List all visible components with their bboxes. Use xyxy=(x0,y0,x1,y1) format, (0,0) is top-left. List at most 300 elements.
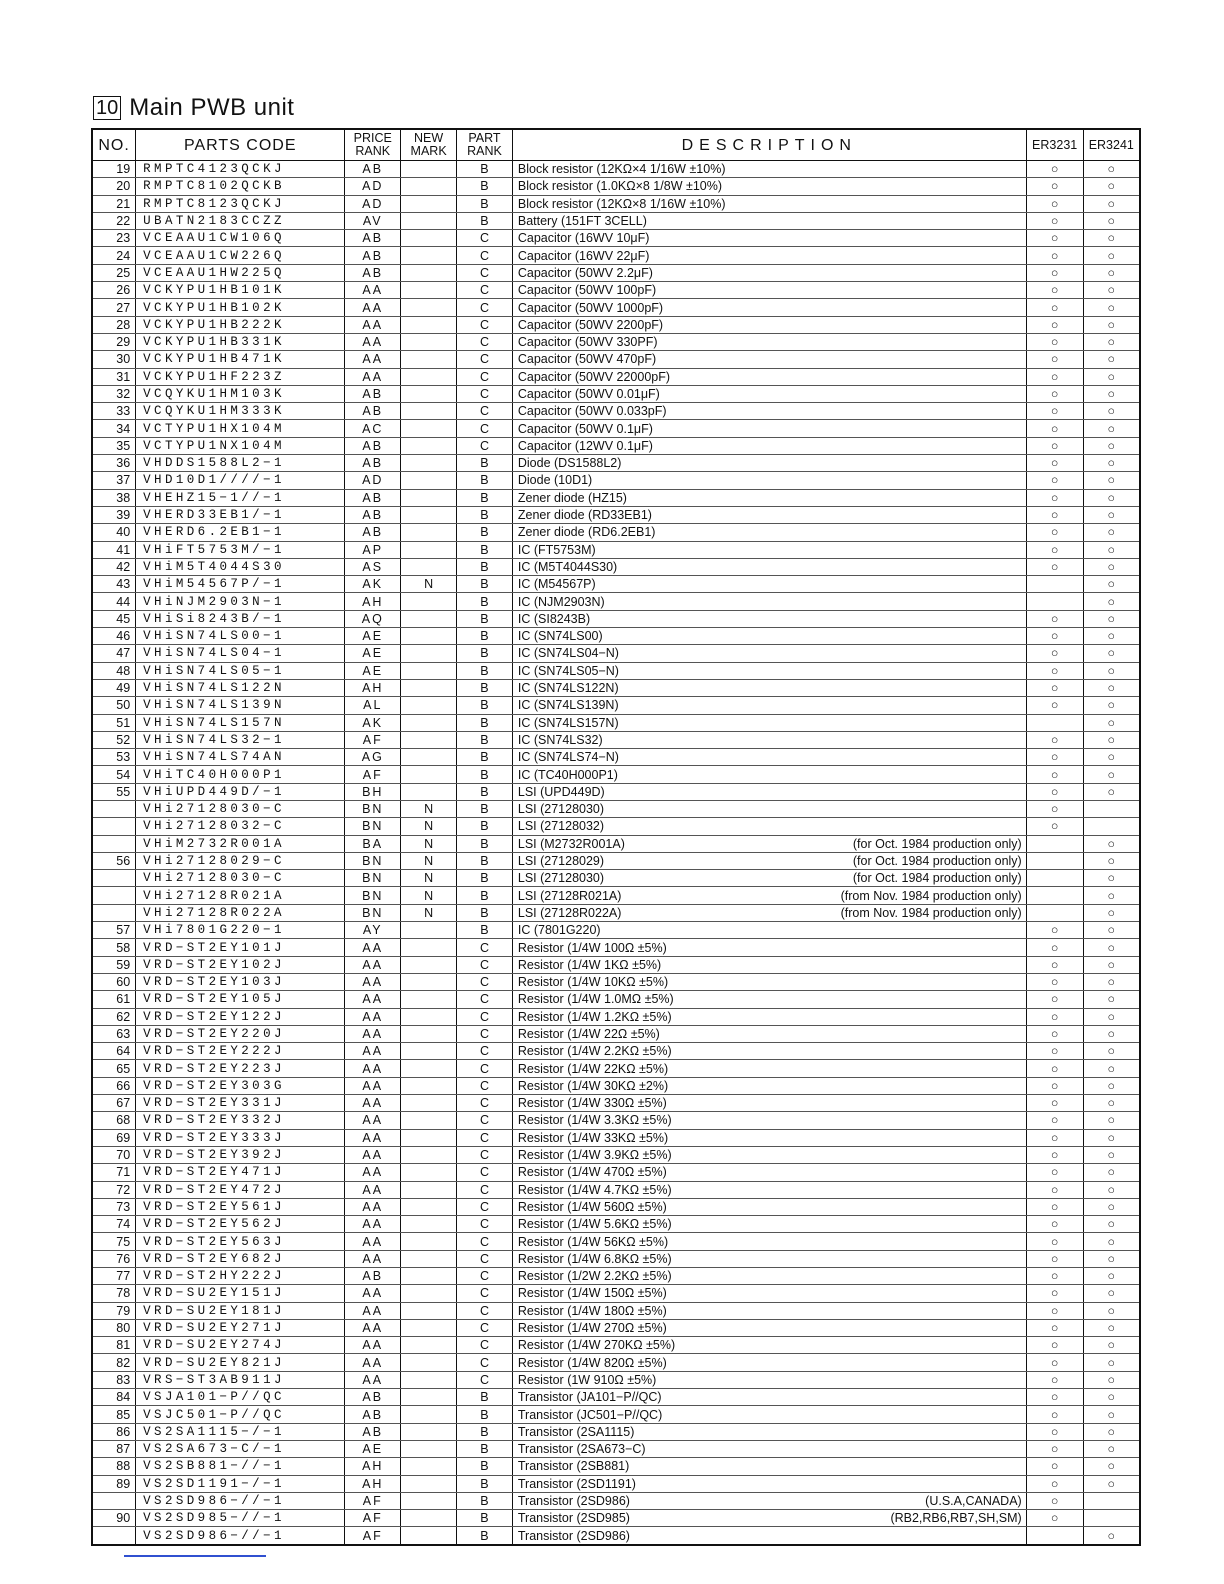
table-row xyxy=(92,610,1140,627)
header-parts-code: PARTS CODE xyxy=(136,129,345,161)
part-rank: C xyxy=(457,333,513,350)
model-er3231-mark: ○ xyxy=(1026,161,1083,178)
parts-code: VHiNJM2903N−1 xyxy=(136,593,345,610)
model-er3231-mark: ○ xyxy=(1026,472,1083,489)
description-text: Resistor (1/4W 270Ω ±5%) xyxy=(517,1321,667,1336)
parts-code: VHiSN74LS04−1 xyxy=(136,645,345,662)
description xyxy=(512,904,1026,921)
description-text: Transistor (2SD986) xyxy=(517,1494,630,1508)
table-row xyxy=(92,506,1140,523)
new-mark xyxy=(401,628,457,645)
table-row xyxy=(92,749,1140,766)
new-mark xyxy=(401,1250,457,1267)
description-text: IC (SN74LS00) xyxy=(517,629,603,644)
description-text: Resistor (1/4W 820Ω ±5%) xyxy=(517,1355,667,1370)
model-er3241-mark: ○ xyxy=(1083,1423,1140,1440)
description-text: Capacitor (50WV 470pF) xyxy=(517,352,657,367)
parts-code: VSJA101−P//QC xyxy=(136,1389,345,1406)
description-text: Capacitor (50WV 1000pF) xyxy=(517,300,664,315)
description-text: Resistor (1/2W 2.2KΩ ±5%) xyxy=(517,1269,672,1284)
description xyxy=(512,956,1026,973)
price-rank: AS xyxy=(345,558,401,575)
part-rank: C xyxy=(457,264,513,281)
table-row xyxy=(92,1285,1140,1302)
table-row xyxy=(92,1371,1140,1388)
model-er3231-mark: ○ xyxy=(1026,1060,1083,1077)
part-number: 87 xyxy=(92,1440,136,1457)
header-price-rank: PRICE RANK xyxy=(345,129,401,161)
description xyxy=(512,1319,1026,1336)
table-row xyxy=(92,247,1140,264)
new-mark xyxy=(401,1302,457,1319)
parts-code: VRD−ST2EY103J xyxy=(136,973,345,990)
price-rank: AA xyxy=(345,1112,401,1129)
price-rank: AB xyxy=(345,455,401,472)
part-rank: C xyxy=(457,939,513,956)
part-number: 55 xyxy=(92,783,136,800)
new-mark xyxy=(401,1077,457,1094)
part-rank: B xyxy=(457,1510,513,1527)
description-text: Diode (10D1) xyxy=(517,473,593,488)
description-text: LSI (27128R021A) xyxy=(517,888,622,903)
parts-code: VRD−ST2EY101J xyxy=(136,939,345,956)
price-rank: AB xyxy=(345,1389,401,1406)
table-row xyxy=(92,1475,1140,1492)
price-rank: BN xyxy=(345,852,401,869)
model-er3231-mark: ○ xyxy=(1026,195,1083,212)
part-rank: B xyxy=(457,749,513,766)
parts-code: VRD−SU2EY181J xyxy=(136,1302,345,1319)
new-mark: N xyxy=(401,887,457,904)
new-mark xyxy=(401,645,457,662)
part-rank: C xyxy=(457,1181,513,1198)
description-text: Transistor (2SA673−C) xyxy=(517,1442,646,1457)
part-rank: B xyxy=(457,1389,513,1406)
table-row xyxy=(92,437,1140,454)
price-rank: AD xyxy=(345,472,401,489)
description xyxy=(512,489,1026,506)
part-rank: B xyxy=(457,558,513,575)
description xyxy=(512,212,1026,229)
new-mark xyxy=(401,1337,457,1354)
description-text: IC (SN74LS74−N) xyxy=(517,750,619,765)
model-er3231-mark xyxy=(1026,576,1083,593)
model-er3231-mark: ○ xyxy=(1026,1025,1083,1042)
model-er3241-mark: ○ xyxy=(1083,282,1140,299)
description-text: Resistor (1/4W 560Ω ±5%) xyxy=(517,1199,667,1214)
part-rank: B xyxy=(457,610,513,627)
description xyxy=(512,870,1026,887)
description xyxy=(512,973,1026,990)
new-mark xyxy=(401,1233,457,1250)
parts-code: VHi27128029−C xyxy=(136,852,345,869)
model-er3241-mark: ○ xyxy=(1083,887,1140,904)
new-mark xyxy=(401,472,457,489)
part-number: 46 xyxy=(92,628,136,645)
model-er3231-mark: ○ xyxy=(1026,766,1083,783)
price-rank: AB xyxy=(345,1423,401,1440)
price-rank: AB xyxy=(345,230,401,247)
part-number: 64 xyxy=(92,1043,136,1060)
part-rank: B xyxy=(457,1527,513,1545)
price-rank: AF xyxy=(345,1527,401,1545)
table-row xyxy=(92,1250,1140,1267)
part-rank: B xyxy=(457,852,513,869)
new-mark xyxy=(401,956,457,973)
description xyxy=(512,1216,1026,1233)
part-rank: B xyxy=(457,628,513,645)
parts-code: VS2SD985−//−1 xyxy=(136,1510,345,1527)
part-rank: B xyxy=(457,697,513,714)
model-er3231-mark: ○ xyxy=(1026,1268,1083,1285)
model-er3241-mark: ○ xyxy=(1083,1458,1140,1475)
part-rank: B xyxy=(457,679,513,696)
table-row xyxy=(92,1129,1140,1146)
parts-code: VS2SD1191−/−1 xyxy=(136,1475,345,1492)
part-number: 63 xyxy=(92,1025,136,1042)
new-mark xyxy=(401,1025,457,1042)
description xyxy=(512,991,1026,1008)
table-row xyxy=(92,800,1140,817)
part-rank: B xyxy=(457,818,513,835)
description xyxy=(512,800,1026,817)
parts-code: VHERD33EB1/−1 xyxy=(136,506,345,523)
table-row xyxy=(92,576,1140,593)
new-mark xyxy=(401,541,457,558)
description-text: Battery (151FT 3CELL) xyxy=(517,214,647,229)
part-rank: C xyxy=(457,1077,513,1094)
new-mark xyxy=(401,1164,457,1181)
part-number xyxy=(92,870,136,887)
table-row xyxy=(92,1510,1140,1527)
description xyxy=(512,593,1026,610)
description xyxy=(512,766,1026,783)
model-er3241-mark: ○ xyxy=(1083,437,1140,454)
price-rank: AV xyxy=(345,212,401,229)
part-rank: C xyxy=(457,1129,513,1146)
description xyxy=(512,1302,1026,1319)
parts-code: VRD−ST2EY472J xyxy=(136,1181,345,1198)
table-row xyxy=(92,472,1140,489)
new-mark xyxy=(401,247,457,264)
part-rank: C xyxy=(457,368,513,385)
description xyxy=(512,852,1026,869)
parts-code: VCQYKU1HM333K xyxy=(136,403,345,420)
new-mark xyxy=(401,1112,457,1129)
new-mark xyxy=(401,939,457,956)
new-mark xyxy=(401,455,457,472)
parts-code: VRD−ST2EY331J xyxy=(136,1095,345,1112)
parts-code: VRD−ST2EY332J xyxy=(136,1112,345,1129)
price-rank: BN xyxy=(345,887,401,904)
price-rank: AY xyxy=(345,922,401,939)
model-er3231-mark: ○ xyxy=(1026,1285,1083,1302)
description xyxy=(512,1423,1026,1440)
description xyxy=(512,1146,1026,1163)
part-number xyxy=(92,887,136,904)
part-rank: B xyxy=(457,506,513,523)
header-description: DESCRIPTION xyxy=(512,129,1026,161)
price-rank: AB xyxy=(345,161,401,178)
part-number: 82 xyxy=(92,1354,136,1371)
model-er3231-mark: ○ xyxy=(1026,973,1083,990)
description xyxy=(512,1250,1026,1267)
part-number: 54 xyxy=(92,766,136,783)
model-er3231-mark xyxy=(1026,870,1083,887)
description-text: IC (FT5753M) xyxy=(517,542,596,557)
part-number: 72 xyxy=(92,1181,136,1198)
parts-code: VHD10D1////−1 xyxy=(136,472,345,489)
parts-code: VRD−ST2EY562J xyxy=(136,1216,345,1233)
part-number: 26 xyxy=(92,282,136,299)
parts-code: VCKYPU1HB222K xyxy=(136,316,345,333)
price-rank: AF xyxy=(345,766,401,783)
new-mark xyxy=(401,1008,457,1025)
part-rank: C xyxy=(457,973,513,990)
model-er3231-mark: ○ xyxy=(1026,610,1083,627)
part-number: 30 xyxy=(92,351,136,368)
price-rank: AK xyxy=(345,714,401,731)
model-er3241-mark: ○ xyxy=(1083,731,1140,748)
model-er3241-mark: ○ xyxy=(1083,1095,1140,1112)
description xyxy=(512,576,1026,593)
model-er3231-mark: ○ xyxy=(1026,1181,1083,1198)
part-rank: C xyxy=(457,1008,513,1025)
description-text: IC (SN74LS05−N) xyxy=(517,663,619,678)
parts-code: VHiFT5753M/−1 xyxy=(136,541,345,558)
part-number: 23 xyxy=(92,230,136,247)
model-er3241-mark: ○ xyxy=(1083,1406,1140,1423)
model-er3241-mark: ○ xyxy=(1083,714,1140,731)
new-mark xyxy=(401,437,457,454)
price-rank: AQ xyxy=(345,610,401,627)
new-mark xyxy=(401,489,457,506)
parts-code: RMPTC4123QCKJ xyxy=(136,161,345,178)
price-rank: AF xyxy=(345,731,401,748)
price-rank: AH xyxy=(345,1458,401,1475)
part-number xyxy=(92,835,136,852)
model-er3231-mark: ○ xyxy=(1026,333,1083,350)
description xyxy=(512,1095,1026,1112)
table-row xyxy=(92,368,1140,385)
part-number: 74 xyxy=(92,1216,136,1233)
part-number xyxy=(92,1527,136,1545)
part-number: 39 xyxy=(92,506,136,523)
parts-list-table xyxy=(91,128,1141,1546)
description-text: Resistor (1/4W 22Ω ±5%) xyxy=(517,1026,660,1041)
model-er3241-mark: ○ xyxy=(1083,1354,1140,1371)
price-rank: AA xyxy=(345,316,401,333)
table-row xyxy=(92,1319,1140,1336)
model-er3231-mark: ○ xyxy=(1026,437,1083,454)
description xyxy=(512,1025,1026,1042)
description-text: Resistor (1W 910Ω ±5%) xyxy=(517,1372,657,1387)
description xyxy=(512,403,1026,420)
table-row xyxy=(92,541,1140,558)
model-er3231-mark: ○ xyxy=(1026,662,1083,679)
description-text: Resistor (1/4W 22KΩ ±5%) xyxy=(517,1061,669,1076)
model-er3241-mark: ○ xyxy=(1083,178,1140,195)
new-mark xyxy=(401,230,457,247)
table-row xyxy=(92,385,1140,402)
description-text: Resistor (1/4W 330Ω ±5%) xyxy=(517,1096,667,1111)
parts-code: VHEHZ15−1//−1 xyxy=(136,489,345,506)
part-rank: C xyxy=(457,1146,513,1163)
description-text: Resistor (1/4W 100Ω ±5%) xyxy=(517,940,667,955)
parts-code: VRD−ST2EY303G xyxy=(136,1077,345,1094)
model-er3231-mark xyxy=(1026,887,1083,904)
description xyxy=(512,697,1026,714)
part-number: 86 xyxy=(92,1423,136,1440)
part-rank: C xyxy=(457,247,513,264)
price-rank: AA xyxy=(345,1198,401,1215)
part-number: 24 xyxy=(92,247,136,264)
model-er3231-mark: ○ xyxy=(1026,264,1083,281)
new-mark xyxy=(401,1406,457,1423)
new-mark xyxy=(401,783,457,800)
part-rank: B xyxy=(457,766,513,783)
table-row xyxy=(92,852,1140,869)
part-number: 66 xyxy=(92,1077,136,1094)
part-rank: C xyxy=(457,1371,513,1388)
description xyxy=(512,1198,1026,1215)
model-er3231-mark: ○ xyxy=(1026,385,1083,402)
table-row xyxy=(92,628,1140,645)
price-rank: AA xyxy=(345,1008,401,1025)
description xyxy=(512,1389,1026,1406)
description-text: Capacitor (12WV 0.1μF) xyxy=(517,438,653,453)
description xyxy=(512,368,1026,385)
parts-code: VHi7801G220−1 xyxy=(136,922,345,939)
table-row xyxy=(92,1216,1140,1233)
model-er3231-mark: ○ xyxy=(1026,783,1083,800)
description-text: Resistor (1/4W 33KΩ ±5%) xyxy=(517,1130,669,1145)
table-row xyxy=(92,818,1140,835)
part-rank: C xyxy=(457,1337,513,1354)
description xyxy=(512,1354,1026,1371)
price-rank: AA xyxy=(345,1354,401,1371)
model-er3231-mark: ○ xyxy=(1026,316,1083,333)
model-er3241-mark: ○ xyxy=(1083,1389,1140,1406)
part-number: 65 xyxy=(92,1060,136,1077)
description-text: Resistor (1/4W 10KΩ ±5%) xyxy=(517,975,669,990)
parts-code: VCKYPU1HB102K xyxy=(136,299,345,316)
model-er3241-mark: ○ xyxy=(1083,610,1140,627)
table-header-row xyxy=(92,129,1140,161)
model-er3231-mark: ○ xyxy=(1026,1129,1083,1146)
price-rank: BN xyxy=(345,800,401,817)
table-row xyxy=(92,161,1140,178)
model-er3231-mark: ○ xyxy=(1026,1008,1083,1025)
price-rank: AB xyxy=(345,489,401,506)
model-er3231-mark: ○ xyxy=(1026,697,1083,714)
description-note: (for Oct. 1984 production only) xyxy=(852,836,1022,851)
new-mark xyxy=(401,316,457,333)
parts-code: VCEAAU1CW226Q xyxy=(136,247,345,264)
section-number: 10 xyxy=(93,96,121,120)
description xyxy=(512,714,1026,731)
part-number: 37 xyxy=(92,472,136,489)
new-mark: N xyxy=(401,835,457,852)
part-rank: B xyxy=(457,887,513,904)
part-number: 85 xyxy=(92,1406,136,1423)
parts-code: VS2SB881−//−1 xyxy=(136,1458,345,1475)
description xyxy=(512,472,1026,489)
price-rank: AE xyxy=(345,645,401,662)
price-rank: AA xyxy=(345,991,401,1008)
description xyxy=(512,299,1026,316)
model-er3241-mark: ○ xyxy=(1083,230,1140,247)
model-er3241-mark: ○ xyxy=(1083,1337,1140,1354)
description-text: Zener diode (HZ15) xyxy=(517,490,627,505)
model-er3231-mark: ○ xyxy=(1026,506,1083,523)
new-mark xyxy=(401,524,457,541)
part-rank: B xyxy=(457,1458,513,1475)
new-mark: N xyxy=(401,852,457,869)
description xyxy=(512,230,1026,247)
part-number: 70 xyxy=(92,1146,136,1163)
model-er3231-mark: ○ xyxy=(1026,1233,1083,1250)
part-number: 43 xyxy=(92,576,136,593)
model-er3231-mark: ○ xyxy=(1026,351,1083,368)
model-er3241-mark: ○ xyxy=(1083,403,1140,420)
part-rank: B xyxy=(457,662,513,679)
part-number: 32 xyxy=(92,385,136,402)
parts-code: VHiM2732R001A xyxy=(136,835,345,852)
model-er3231-mark: ○ xyxy=(1026,247,1083,264)
model-er3231-mark: ○ xyxy=(1026,230,1083,247)
table-row xyxy=(92,455,1140,472)
model-er3231-mark: ○ xyxy=(1026,1406,1083,1423)
description xyxy=(512,818,1026,835)
part-number: 45 xyxy=(92,610,136,627)
part-number: 35 xyxy=(92,437,136,454)
model-er3241-mark: ○ xyxy=(1083,645,1140,662)
part-number: 90 xyxy=(92,1510,136,1527)
new-mark xyxy=(401,662,457,679)
part-number: 36 xyxy=(92,455,136,472)
description xyxy=(512,1285,1026,1302)
parts-code: VRD−ST2EY392J xyxy=(136,1146,345,1163)
new-mark xyxy=(401,558,457,575)
new-mark xyxy=(401,299,457,316)
model-er3241-mark: ○ xyxy=(1083,852,1140,869)
model-er3241-mark: ○ xyxy=(1083,1250,1140,1267)
part-rank: C xyxy=(457,437,513,454)
new-mark xyxy=(401,973,457,990)
model-er3231-mark: ○ xyxy=(1026,1510,1083,1527)
price-rank: AB xyxy=(345,264,401,281)
model-er3231-mark: ○ xyxy=(1026,1371,1083,1388)
model-er3231-mark xyxy=(1026,1527,1083,1545)
description-note: (U.S.A,CANADA) xyxy=(925,1494,1022,1508)
model-er3241-mark: ○ xyxy=(1083,420,1140,437)
part-rank: B xyxy=(457,524,513,541)
new-mark xyxy=(401,161,457,178)
model-er3241-mark: ○ xyxy=(1083,195,1140,212)
description xyxy=(512,541,1026,558)
part-rank: B xyxy=(457,783,513,800)
part-number: 75 xyxy=(92,1233,136,1250)
description xyxy=(512,1043,1026,1060)
part-rank: C xyxy=(457,1095,513,1112)
description-note: (from Nov. 1984 production only) xyxy=(840,905,1022,920)
description-text: Resistor (1/4W 56KΩ ±5%) xyxy=(517,1234,669,1249)
part-rank: C xyxy=(457,1354,513,1371)
new-mark: N xyxy=(401,870,457,887)
part-number: 40 xyxy=(92,524,136,541)
description xyxy=(512,628,1026,645)
